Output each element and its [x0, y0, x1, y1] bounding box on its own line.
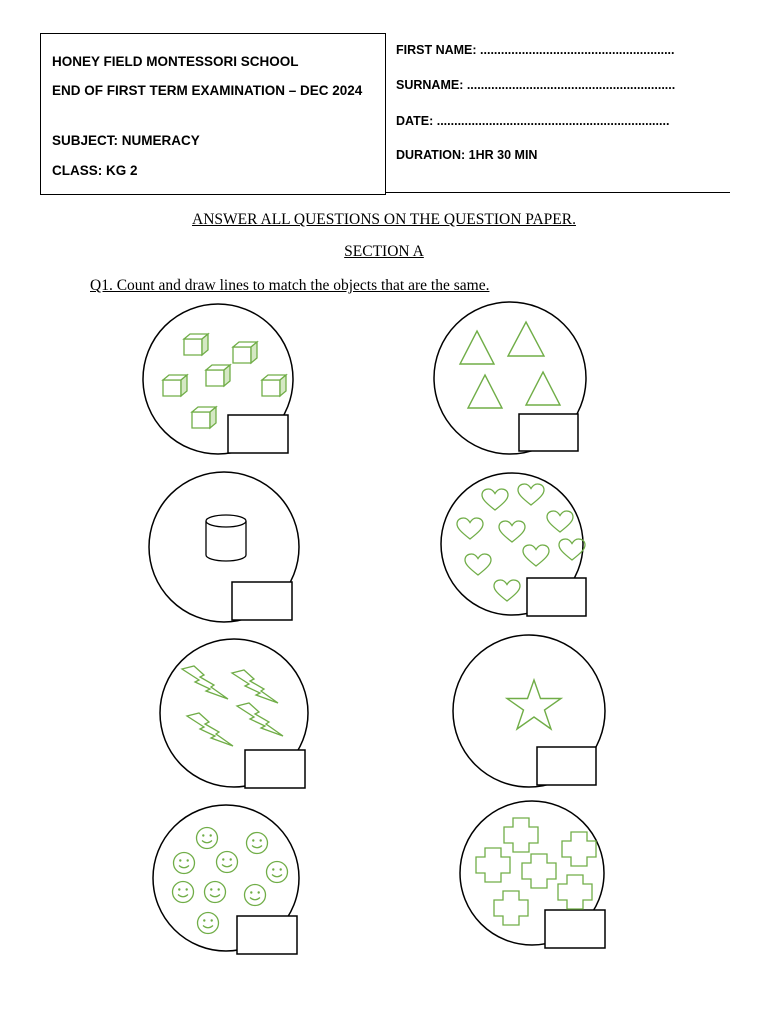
cross-icon — [558, 875, 592, 909]
cross-icon — [476, 848, 510, 882]
answer-box[interactable] — [237, 916, 297, 954]
cross-icon — [494, 891, 528, 925]
group-cubes — [143, 304, 293, 454]
smiley-icon — [197, 828, 218, 849]
heart-icon — [457, 518, 483, 539]
subject-line: SUBJECT: NUMERACY — [52, 133, 200, 148]
group-crosses — [460, 801, 605, 948]
cylinder-icon — [206, 515, 246, 561]
cube-icon — [262, 375, 286, 396]
group-lightning — [160, 639, 308, 788]
answer-box[interactable] — [545, 910, 605, 948]
lightning-icon — [182, 666, 228, 699]
smiley-icon — [198, 913, 219, 934]
lightning-icon — [232, 670, 278, 703]
triangle-icon — [460, 331, 494, 364]
heart-icon — [494, 580, 520, 601]
exam-title: END OF FIRST TERM EXAMINATION – DEC 2024 — [52, 83, 363, 98]
cube-icon — [206, 365, 230, 386]
cube-icon — [184, 334, 208, 355]
heart-icon — [518, 484, 544, 505]
group-triangles — [434, 302, 586, 454]
smiley-icon — [247, 833, 268, 854]
answer-box[interactable] — [537, 747, 596, 785]
cube-icon — [192, 407, 216, 428]
group-hearts — [441, 473, 586, 616]
date-field[interactable]: DATE: ................................................................... — [396, 114, 670, 128]
school-name: HONEY FIELD MONTESSORI SCHOOL — [52, 54, 299, 69]
answer-box[interactable] — [527, 578, 586, 616]
heart-icon — [499, 521, 525, 542]
answer-box[interactable] — [228, 415, 288, 453]
class-line: CLASS: KG 2 — [52, 163, 138, 178]
star-icon — [507, 680, 561, 729]
cube-icon — [233, 342, 257, 363]
triangle-icon — [468, 375, 502, 408]
heart-icon — [547, 511, 573, 532]
heart-icon — [482, 489, 508, 510]
answer-box[interactable] — [245, 750, 305, 788]
section-title: SECTION A — [344, 243, 424, 260]
cross-icon — [562, 832, 596, 866]
lightning-icon — [237, 703, 283, 736]
lightning-icon — [187, 713, 233, 746]
cross-icon — [522, 854, 556, 888]
instructions: ANSWER ALL QUESTIONS ON THE QUESTION PAPER. — [192, 211, 576, 228]
heart-icon — [465, 554, 491, 575]
group-smileys — [153, 805, 299, 954]
cross-icon — [504, 818, 538, 852]
cube-icon — [163, 375, 187, 396]
question-1: Q1. Count and draw lines to match the objects that are the same. — [90, 277, 490, 294]
group-cylinder — [149, 472, 299, 622]
triangle-icon — [508, 322, 544, 356]
smiley-icon — [174, 853, 195, 874]
group-star — [453, 635, 605, 787]
triangle-icon — [526, 372, 560, 405]
smiley-icon — [267, 862, 288, 883]
smiley-icon — [205, 882, 226, 903]
smiley-icon — [173, 882, 194, 903]
first-name-field[interactable]: FIRST NAME: ........................................................ — [396, 43, 675, 57]
surname-field[interactable]: SURNAME: ............................................................ — [396, 78, 676, 92]
smiley-icon — [217, 852, 238, 873]
heart-icon — [523, 545, 549, 566]
duration-line: DURATION: 1HR 30 MIN — [396, 148, 538, 162]
smiley-icon — [245, 885, 266, 906]
answer-box[interactable] — [232, 582, 292, 620]
answer-box[interactable] — [519, 414, 578, 451]
